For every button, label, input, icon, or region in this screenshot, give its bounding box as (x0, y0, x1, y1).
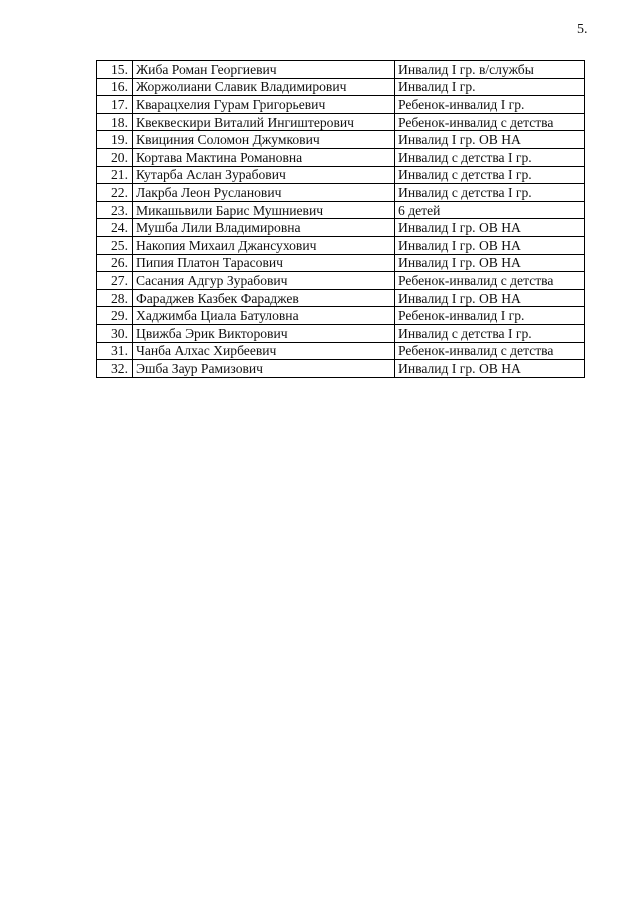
table-row (97, 236, 585, 254)
row-number-cell: 32. (97, 360, 133, 378)
person-name-cell: Кутарба Аслан Зурабович (133, 166, 395, 184)
row-number-cell: 22. (97, 184, 133, 202)
status-cell: Инвалид I гр. ОВ НА (395, 219, 585, 237)
table-row (97, 148, 585, 166)
status-cell: Инвалид с детства I гр. (395, 324, 585, 342)
row-number-cell: 16. (97, 78, 133, 96)
status-cell: Инвалид I гр. ОВ НА (395, 131, 585, 149)
person-name-cell: Эшба Заур Рамизович (133, 360, 395, 378)
row-number-cell: 31. (97, 342, 133, 360)
person-name-cell: Цвижба Эрик Викторович (133, 324, 395, 342)
status-cell: Ребенок-инвалид с детства (395, 272, 585, 290)
row-number-cell: 30. (97, 324, 133, 342)
page-number: 5. (577, 22, 588, 37)
row-number-cell: 29. (97, 307, 133, 325)
status-cell: Инвалид с детства I гр. (395, 184, 585, 202)
beneficiaries-table (96, 60, 585, 378)
person-name-cell: Пипия Платон Тарасович (133, 254, 395, 272)
status-cell: Ребенок-инвалид I гр. (395, 307, 585, 325)
row-number-cell: 27. (97, 272, 133, 290)
person-name-cell: Жиба Роман Георгиевич (133, 61, 395, 79)
row-number-cell: 24. (97, 219, 133, 237)
status-cell: Инвалид I гр. ОВ НА (395, 289, 585, 307)
table-row (97, 201, 585, 219)
status-cell: Инвалид с детства I гр. (395, 166, 585, 184)
table-row (97, 131, 585, 149)
person-name-cell: Накопия Михаил Джансухович (133, 236, 395, 254)
status-cell: Ребенок-инвалид I гр. (395, 96, 585, 114)
table-row (97, 219, 585, 237)
row-number-cell: 28. (97, 289, 133, 307)
row-number-cell: 17. (97, 96, 133, 114)
status-cell: Ребенок-инвалид с детства (395, 113, 585, 131)
person-name-cell: Кварацхелия Гурам Григорьевич (133, 96, 395, 114)
row-number-cell: 15. (97, 61, 133, 79)
person-name-cell: Фараджев Казбек Фараджев (133, 289, 395, 307)
row-number-cell: 20. (97, 148, 133, 166)
row-number-cell: 19. (97, 131, 133, 149)
table-row (97, 61, 585, 79)
table-row (97, 166, 585, 184)
row-number-cell: 21. (97, 166, 133, 184)
person-name-cell: Кортава Мактина Романовна (133, 148, 395, 166)
status-cell: Инвалид I гр. ОВ НА (395, 236, 585, 254)
table-row (97, 289, 585, 307)
person-name-cell: Микашьвили Барис Мушниевич (133, 201, 395, 219)
table-row (97, 342, 585, 360)
person-name-cell: Квициния Соломон Джумкович (133, 131, 395, 149)
status-cell: Инвалид I гр. (395, 78, 585, 96)
person-name-cell: Лакрба Леон Русланович (133, 184, 395, 202)
table-row (97, 184, 585, 202)
table-row (97, 113, 585, 131)
person-name-cell: Жоржолиани Славик Владимирович (133, 78, 395, 96)
status-cell: Ребенок-инвалид с детства (395, 342, 585, 360)
status-cell: 6 детей (395, 201, 585, 219)
status-cell: Инвалид I гр. в/службы (395, 61, 585, 79)
person-name-cell: Мушба Лили Владимировна (133, 219, 395, 237)
table-row (97, 78, 585, 96)
person-name-cell: Квеквескири Виталий Ингиштерович (133, 113, 395, 131)
person-name-cell: Сасания Адгур Зурабович (133, 272, 395, 290)
table-row (97, 96, 585, 114)
table-row (97, 254, 585, 272)
row-number-cell: 25. (97, 236, 133, 254)
table-row (97, 272, 585, 290)
person-name-cell: Чанба Алхас Хирбеевич (133, 342, 395, 360)
status-cell: Инвалид с детства I гр. (395, 148, 585, 166)
table-row (97, 307, 585, 325)
row-number-cell: 18. (97, 113, 133, 131)
table-row (97, 324, 585, 342)
status-cell: Инвалид I гр. ОВ НА (395, 360, 585, 378)
row-number-cell: 23. (97, 201, 133, 219)
person-name-cell: Хаджимба Циала Батуловна (133, 307, 395, 325)
status-cell: Инвалид I гр. ОВ НА (395, 254, 585, 272)
table-row (97, 360, 585, 378)
row-number-cell: 26. (97, 254, 133, 272)
table-body (97, 61, 585, 378)
